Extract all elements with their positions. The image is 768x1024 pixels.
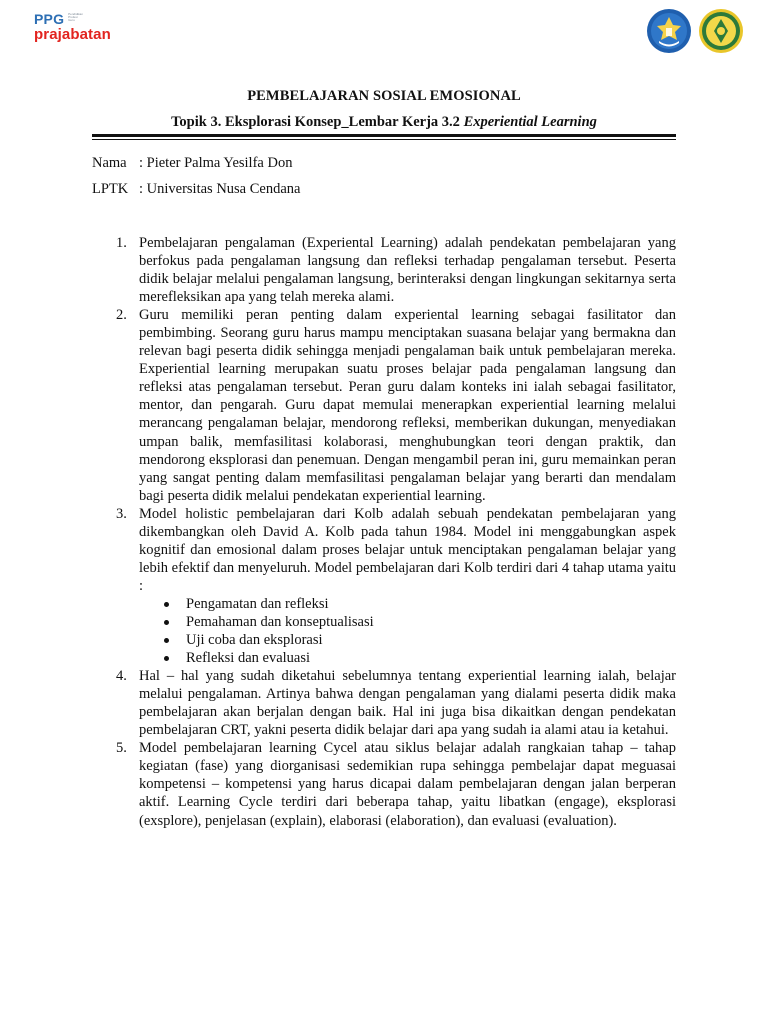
lptk-line xyxy=(92,181,300,198)
nama-value: : Pieter Palma Yesilfa Don xyxy=(139,155,293,171)
nama-label: Nama xyxy=(92,155,127,171)
logo-ppg-text: PPG xyxy=(34,11,65,27)
item-text: Hal – hal yang sudah diketahui sebelumnya tentang experiential learning ialah, belajar melalui pengalaman. Artinya bahwa dengan pengalaman yang dialami peserta didik maka pembelajaran akan berjalan dengan baik. Hal ini juga bisa dikaitkan dengan pendekatan pembelajaran CRT, yakni peserta didik belajar dari apa yang sudah ia alami atau ia ketahui. xyxy=(139,668,676,739)
list-item xyxy=(92,667,676,739)
subtitle-text: Topik 3. Eksplorasi Konsep_Lembar Kerja 3.2 xyxy=(171,114,464,130)
item-text: Model pembelajaran learning Cycel atau siklus belajar adalah rangkaian tahap – tahap kegiatan (fase) yang diorganisasi sedemikian rupa sehingga pembelajar dapat meguasai kompetensi – kompetensi yang harus dicapai dalam pembelajaran dengan jalan berperan aktif. Learning Cycle terdiri dari beberapa tahap, yaitu libatkan (engage), eksplorasi (exsplore), penjelasan (explain), elaborasi (elaboration), dan evaluasi (evaluation). xyxy=(139,740,676,829)
item-number: 1. xyxy=(116,235,127,251)
list-item xyxy=(92,306,676,505)
header-emblems xyxy=(646,8,744,54)
document-title: PEMBELAJARAN SOSIAL EMOSIONAL xyxy=(247,88,521,104)
nama-line xyxy=(92,155,292,172)
kolb-stages-list xyxy=(139,595,676,667)
list-item xyxy=(92,739,676,829)
item-number: 2. xyxy=(116,307,127,324)
bullet-item: Pengamatan dan refleksi xyxy=(139,595,676,613)
title-rule-thin xyxy=(92,139,676,140)
document-subtitle xyxy=(0,114,768,131)
list-item xyxy=(92,505,676,667)
list-item xyxy=(92,234,676,306)
subtitle-italic: Experiential Learning xyxy=(463,114,597,130)
kemendikbud-emblem-icon xyxy=(646,8,692,54)
item-text: Pembelajaran pengalaman (Experiental Learning) adalah pendekatan pembelajaran yang berfokus pada pengalaman langsung dan refleksi terhadap pengalaman tersebut. Peserta didik belajar melalui pengalaman langsung, berinteraksi dengan lingkungan sekitarnya serta merefleksikan apa yang telah mereka alami. xyxy=(139,235,676,306)
logo-tagline: Pendidikan Profesi Guru xyxy=(68,12,84,23)
item-number: 5. xyxy=(116,740,127,757)
bullet-item: Refleksi dan evaluasi xyxy=(139,649,676,667)
title-rule-thick xyxy=(92,134,676,137)
logo-prajabatan-text: prajabatan xyxy=(34,26,111,43)
university-emblem-icon xyxy=(698,8,744,54)
item-number: 3. xyxy=(116,505,127,522)
answer-list xyxy=(92,234,676,830)
item-text: Model holistic pembelajaran dari Kolb adalah sebuah pendekatan pembelajaran yang dikembangkan oleh David A. Kolb pada tahun 1984. Model ini menggabungkan aspek kognitif dan emosional dalam proses belajar untuk menciptakan pengalaman belajar yang lebih efektif dan menyeluruh. Model pembelajaran dari Kolb terdiri dari 4 tahap utama yaitu : xyxy=(139,505,676,594)
lptk-value: : Universitas Nusa Cendana xyxy=(139,181,301,197)
ppg-prajabatan-logo xyxy=(34,12,111,42)
bullet-item: Pemahaman dan konseptualisasi xyxy=(139,613,676,631)
item-text: Guru memiliki peran penting dalam experiental learning sebagai fasilitator dan pembimbing. Seorang guru harus mampu menciptakan suasana belajar yang bermakna dan relevan bagi peserta didik sehingga menjadi pengalaman baik untuk pembelajaran mereka. Experiential learning merupakan suatu proses belajar pada pengalaman langsung dan refleksi atas pengalaman tersebut. Peran guru dalam konteks ini ialah sebagai fasilitator, mentor, dan pengarah. Guru dapat memulai menerapkan experiential learning melalui merancang pengalaman belajar, mendorong refleksi, memberikan dukungan, menyediakan umpan balik, memfasilitasi kolaborasi, menghubungkan teori dengan praktik, dan mendorong eksplorasi dan penemuan. Dengan mengambil peran ini, guru memainkan peran yang sangat penting dalam memfasilitasi pengalaman belajar yang berarti dan mendalam bagi peserta didik melalui pendekatan experiential learning. xyxy=(139,307,676,504)
bullet-item: Uji coba dan eksplorasi xyxy=(139,631,676,649)
item-number: 4. xyxy=(116,668,127,685)
lptk-label: LPTK xyxy=(92,181,129,197)
